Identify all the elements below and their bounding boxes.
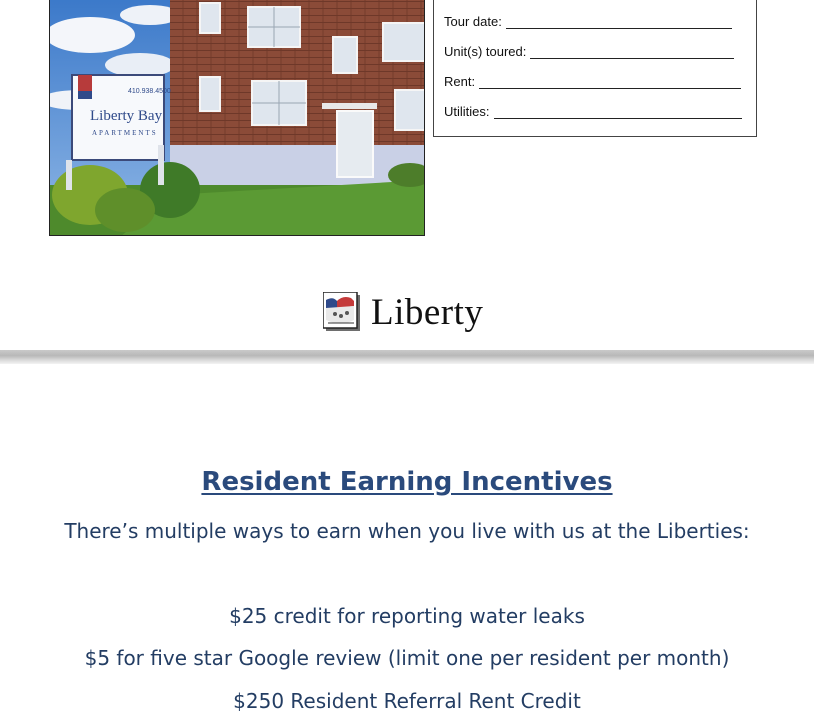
form-label-utilities: Utilities: [444, 104, 490, 119]
incentives-title: Resident Earning Incentives [201, 467, 613, 497]
liberty-logo-icon [323, 292, 361, 332]
form-row-units-toured [444, 41, 734, 59]
incentives-intro: There’s multiple ways to earn when you live with us at the Liberties: [64, 519, 750, 543]
form-label-rent: Rent: [444, 74, 476, 89]
form-blank-rent[interactable] [479, 76, 741, 89]
form-label-tour-date: Tour date: [444, 14, 502, 29]
form-row-tour-date [444, 11, 732, 29]
form-row-rent [444, 71, 741, 89]
tour-form [433, 0, 757, 137]
incentive-item: $5 for five star Google review (limit one per resident per month) [84, 646, 730, 670]
form-blank-utilities[interactable] [494, 106, 742, 119]
incentive-item: $25 credit for reporting water leaks [229, 604, 585, 628]
form-blank-tour-date[interactable] [506, 16, 732, 29]
liberty-logo [323, 290, 483, 334]
previous-page [0, 0, 814, 350]
sign-phone: 410.938.4500 [128, 88, 171, 95]
incentive-item: $250 Resident Referral Rent Credit [233, 689, 581, 713]
form-row-utilities [444, 101, 742, 119]
form-label-units-toured: Unit(s) toured: [444, 44, 527, 59]
form-blank-units-toured[interactable] [530, 46, 734, 59]
property-photo [49, 0, 425, 236]
building-image [50, 0, 425, 236]
incentives-page [0, 364, 814, 720]
page-break [0, 350, 814, 364]
logo-text: Liberty [371, 291, 484, 333]
sign-title: Liberty Bay [90, 108, 163, 124]
sign-subtitle: APARTMENTS [92, 129, 158, 137]
